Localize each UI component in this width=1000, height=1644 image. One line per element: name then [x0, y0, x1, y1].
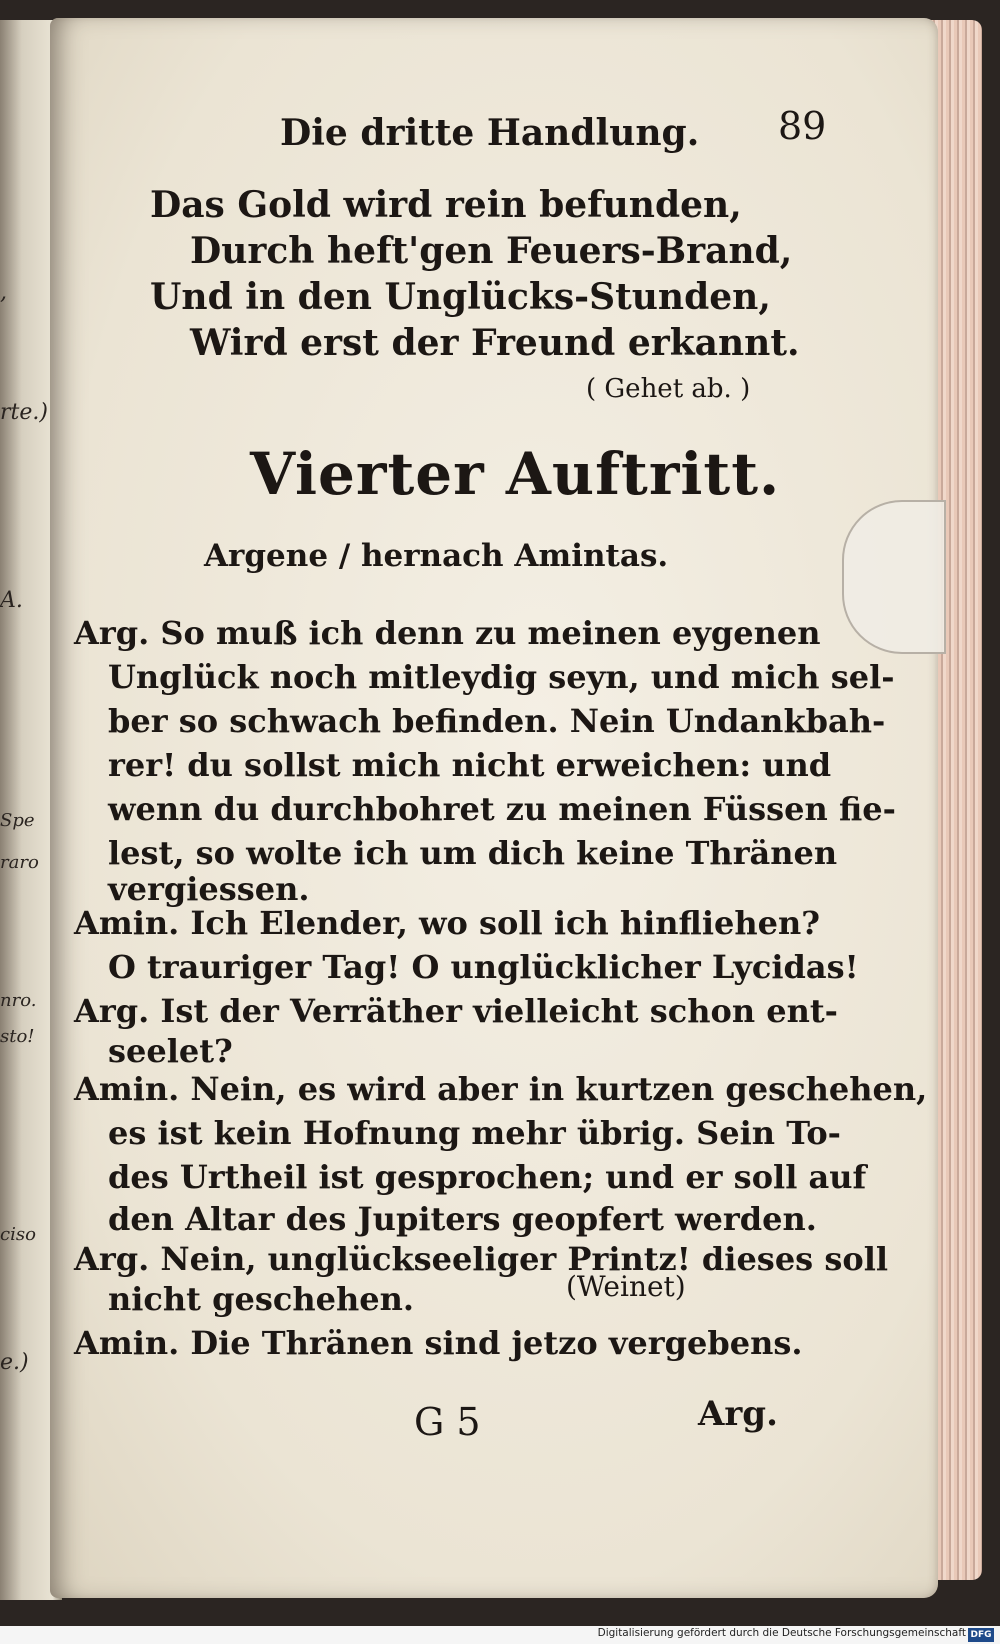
- dialogue-line: O trauriger Tag! O unglücklicher Lycidas!: [108, 948, 859, 986]
- dialogue-line: lest, so wolte ich um dich keine Thränen: [108, 834, 838, 872]
- dialogue-line: es ist kein Hofnung mehr übrig. Sein To-: [108, 1114, 841, 1152]
- running-header: Die dritte Handlung.: [280, 112, 700, 154]
- dialogue-line: Unglück noch mitleydig seyn, und mich sel-: [108, 658, 895, 696]
- dialogue-line: nicht geschehen.: [108, 1280, 414, 1318]
- verse-line: Wird erst der Freund erkannt.: [190, 322, 800, 364]
- digitization-credit: Digitalisierung gefördert durch die Deutsche Forschungsgemeinschaft: [597, 1627, 966, 1639]
- dialogue-line: Arg. Ist der Verräther vielleicht schon ent-: [74, 992, 838, 1030]
- catchword: Arg.: [698, 1394, 778, 1434]
- page-clip-tab: [842, 500, 946, 654]
- dialogue-line: rer! du sollst mich nicht erweichen: und: [108, 746, 832, 784]
- dialogue-line: Arg. So muß ich denn zu meinen eygenen: [74, 614, 821, 652]
- left-fragment: A.: [0, 588, 23, 613]
- dfg-logo: DFG: [968, 1628, 994, 1642]
- verse-line: Das Gold wird rein befunden,: [150, 184, 742, 226]
- left-fragment: e.): [0, 1350, 29, 1375]
- dialogue-line: den Altar des Jupiters geopfert werden.: [108, 1200, 817, 1238]
- scene-title: Vierter Auftritt.: [250, 440, 781, 508]
- character-list: Argene / hernach Amintas.: [204, 538, 669, 574]
- dialogue-line: Amin. Nein, es wird aber in kurtzen geschehen,: [74, 1070, 928, 1108]
- left-fragment: Spe: [0, 810, 35, 831]
- dialogue-line: seelet?: [108, 1032, 233, 1070]
- left-fragment: ciso: [0, 1224, 36, 1245]
- page-number: 89: [778, 104, 827, 148]
- left-fragment: sto!: [0, 1026, 35, 1047]
- dialogue-line: Arg. Nein, unglückseeliger Printz! dieses soll: [74, 1240, 888, 1278]
- stage-direction: (Weinet): [566, 1270, 686, 1303]
- left-fragment: rte.): [0, 400, 48, 425]
- dialogue-line: Amin. Ich Elender, wo soll ich hinfliehen?: [74, 904, 820, 942]
- stage-direction: ( Gehet ab. ): [586, 374, 751, 404]
- left-fragment: ,: [0, 280, 7, 305]
- verse-line: Und in den Unglücks-Stunden,: [150, 276, 771, 318]
- dialogue-line: vergiessen.: [108, 870, 310, 908]
- left-fragment: nro.: [0, 990, 37, 1011]
- verse-line: Durch heft'gen Feuers-Brand,: [190, 230, 793, 272]
- dialogue-line: des Urtheil ist gesprochen; und er soll auf: [108, 1158, 867, 1196]
- left-fragment: raro: [0, 852, 39, 873]
- dialogue-line: wenn du durchbohret zu meinen Füssen fie-: [108, 790, 896, 828]
- signature-mark: G 5: [414, 1400, 481, 1444]
- dialogue-line: ber so schwach befinden. Nein Undankbah-: [108, 702, 886, 740]
- dialogue-line: Amin. Die Thränen sind jetzo vergebens.: [74, 1324, 803, 1362]
